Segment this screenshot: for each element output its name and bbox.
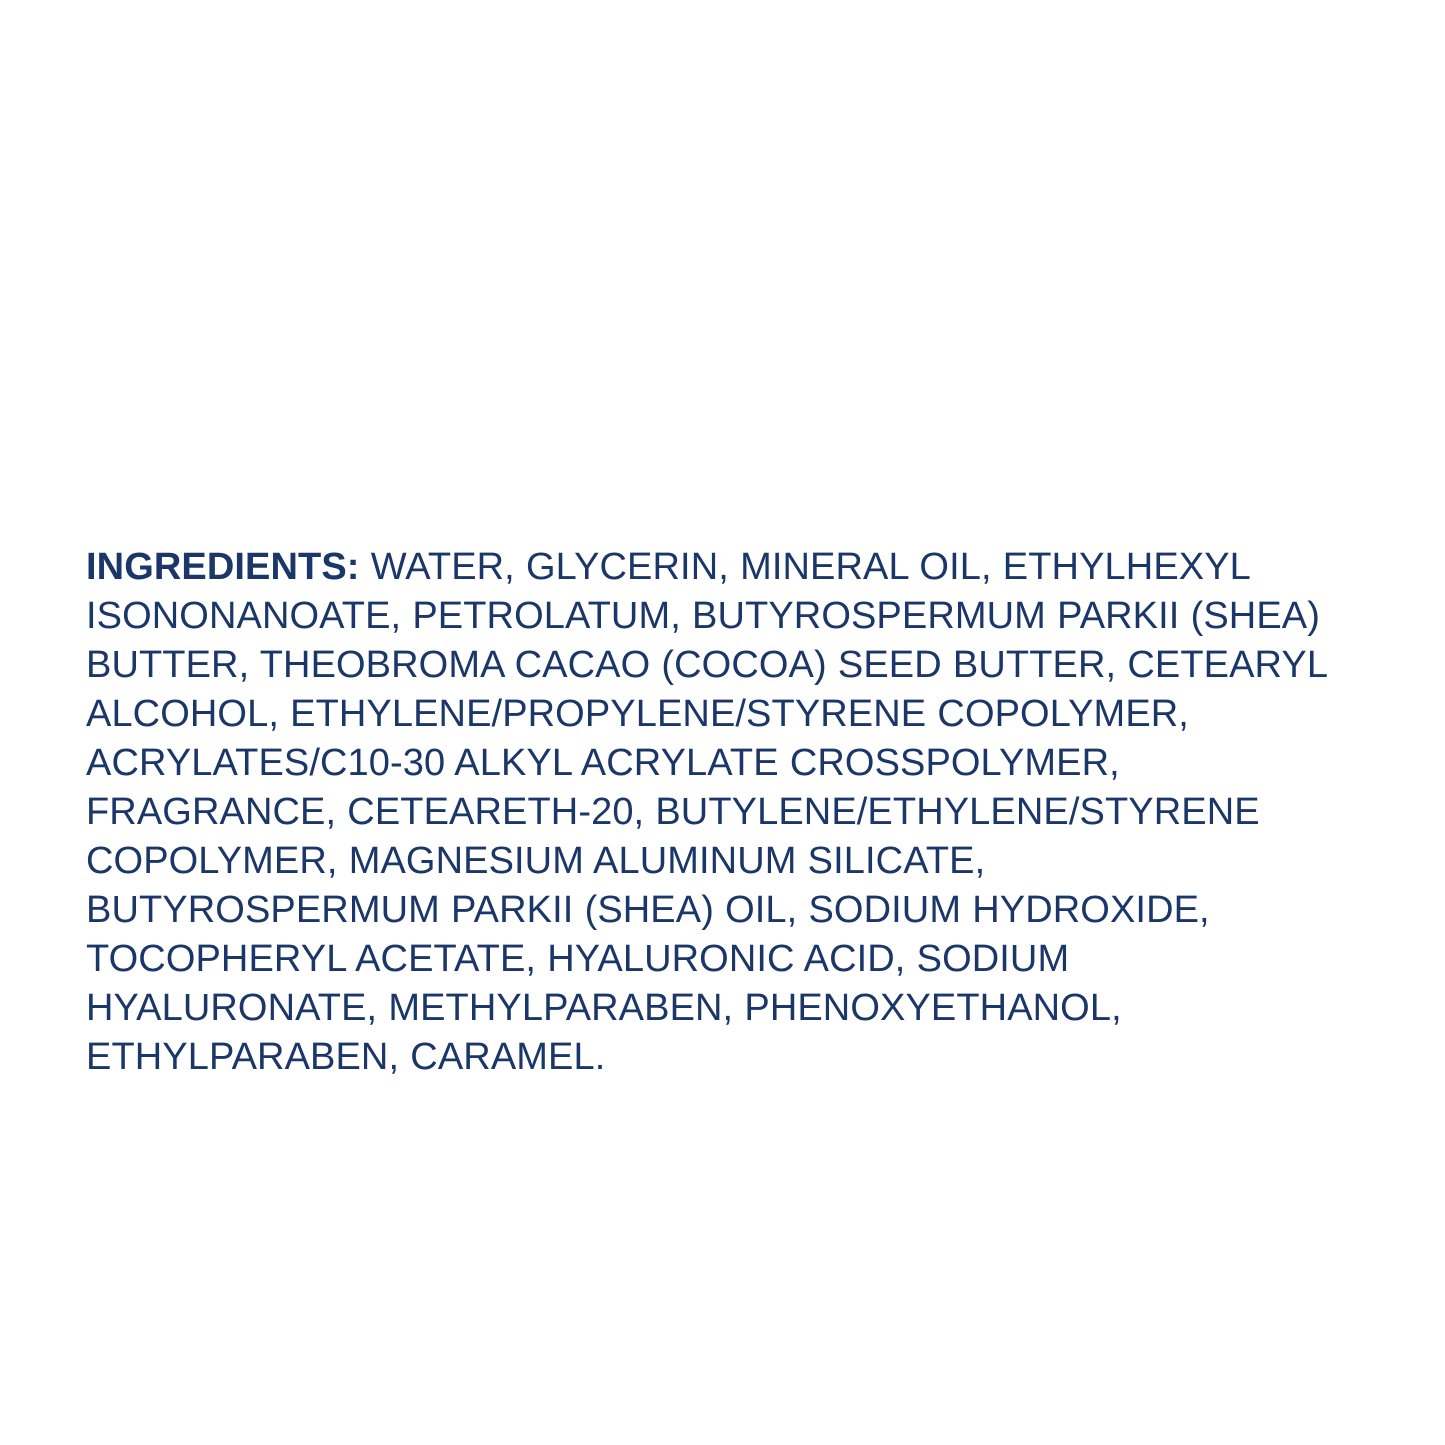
ingredients-list [86, 543, 1336, 1082]
ingredients-heading: INGREDIENTS: [86, 546, 360, 588]
ingredients-body-text: WATER, GLYCERIN, MINERAL OIL, ETHYLHEXYL ISONONANOATE, PETROLATUM, BUTYROSPERMUM PARKII (SHEA) BUTTER, THEOBROMA CACAO (COCOA) SEED BUTTER, CETEARYL ALCOHOL, ETHYLENE/PROPYLENE/STYRENE COPOLYMER, ACRYLATES/C10-30 ALKYL ACRYLATE CROSSPOLYMER, FRAGRANCE, CETEARETH-20, BUTYLENE/ETHYLENE/STYRENE COPOLYMER, MAGNESIUM ALUMINUM SILICATE, BUTYROSPERMUM PARKII (SHEA) OIL, SODIUM HYDROXIDE, TOCOPHERYL ACETATE, HYALURONIC ACID, SODIUM HYALURONATE, METHYLPARABEN, PHENOXYETHANOL, ETHYLPARABEN, CARAMEL. [86, 546, 1336, 1078]
